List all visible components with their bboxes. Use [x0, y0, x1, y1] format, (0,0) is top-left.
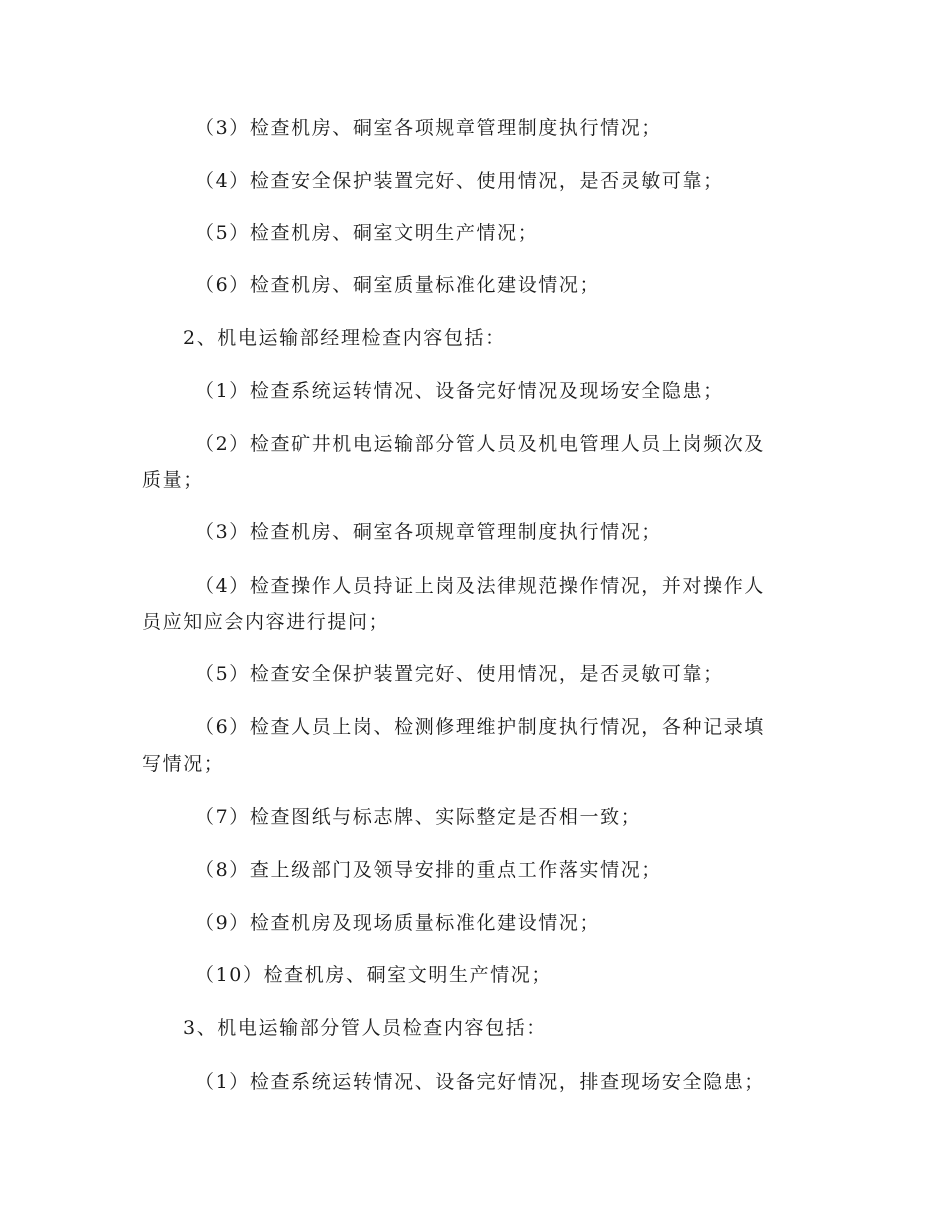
paragraph-line: （2）检查矿井机电运输部分管人员及机电管理人员上岗频次及	[195, 433, 765, 455]
paragraph-line: （5）检查机房、硐室文明生产情况；	[195, 222, 539, 244]
paragraph-line: （3）检查机房、硐室各项规章管理制度执行情况；	[195, 521, 662, 543]
paragraph-line: （3）检查机房、硐室各项规章管理制度执行情况；	[195, 117, 662, 139]
paragraph-line: （4）检查操作人员持证上岗及法律规范操作情况，并对操作人	[195, 575, 765, 597]
paragraph-line-continued: 写情况；	[142, 753, 225, 775]
paragraph-line-continued: 员应知应会内容进行提问；	[142, 611, 390, 633]
paragraph-line: （4）检查安全保护装置完好、使用情况，是否灵敏可靠；	[195, 170, 724, 192]
paragraph-line-continued: 质量；	[142, 469, 204, 491]
paragraph-line: （6）检查机房、硐室质量标准化建设情况；	[195, 274, 601, 296]
paragraph-line: （1）检查系统运转情况、设备完好情况，排查现场安全隐患；	[195, 1071, 765, 1093]
section-heading: 2、机电运输部经理检查内容包括：	[183, 327, 506, 349]
paragraph-line: （7）检查图纸与标志牌、实际整定是否相一致；	[195, 806, 642, 828]
paragraph-line: （5）检查安全保护装置完好、使用情况，是否灵敏可靠；	[195, 663, 724, 685]
section-heading: 3、机电运输部分管人员检查内容包括：	[183, 1017, 547, 1039]
paragraph-line: （10）检查机房、硐室文明生产情况；	[195, 964, 552, 986]
paragraph-line: （1）检查系统运转情况、设备完好情况及现场安全隐患；	[195, 380, 724, 402]
paragraph-line: （6）检查人员上岗、检测修理维护制度执行情况，各种记录填	[195, 716, 765, 738]
paragraph-line: （9）检查机房及现场质量标准化建设情况；	[195, 912, 601, 934]
paragraph-line: （8）查上级部门及领导安排的重点工作落实情况；	[195, 859, 662, 881]
